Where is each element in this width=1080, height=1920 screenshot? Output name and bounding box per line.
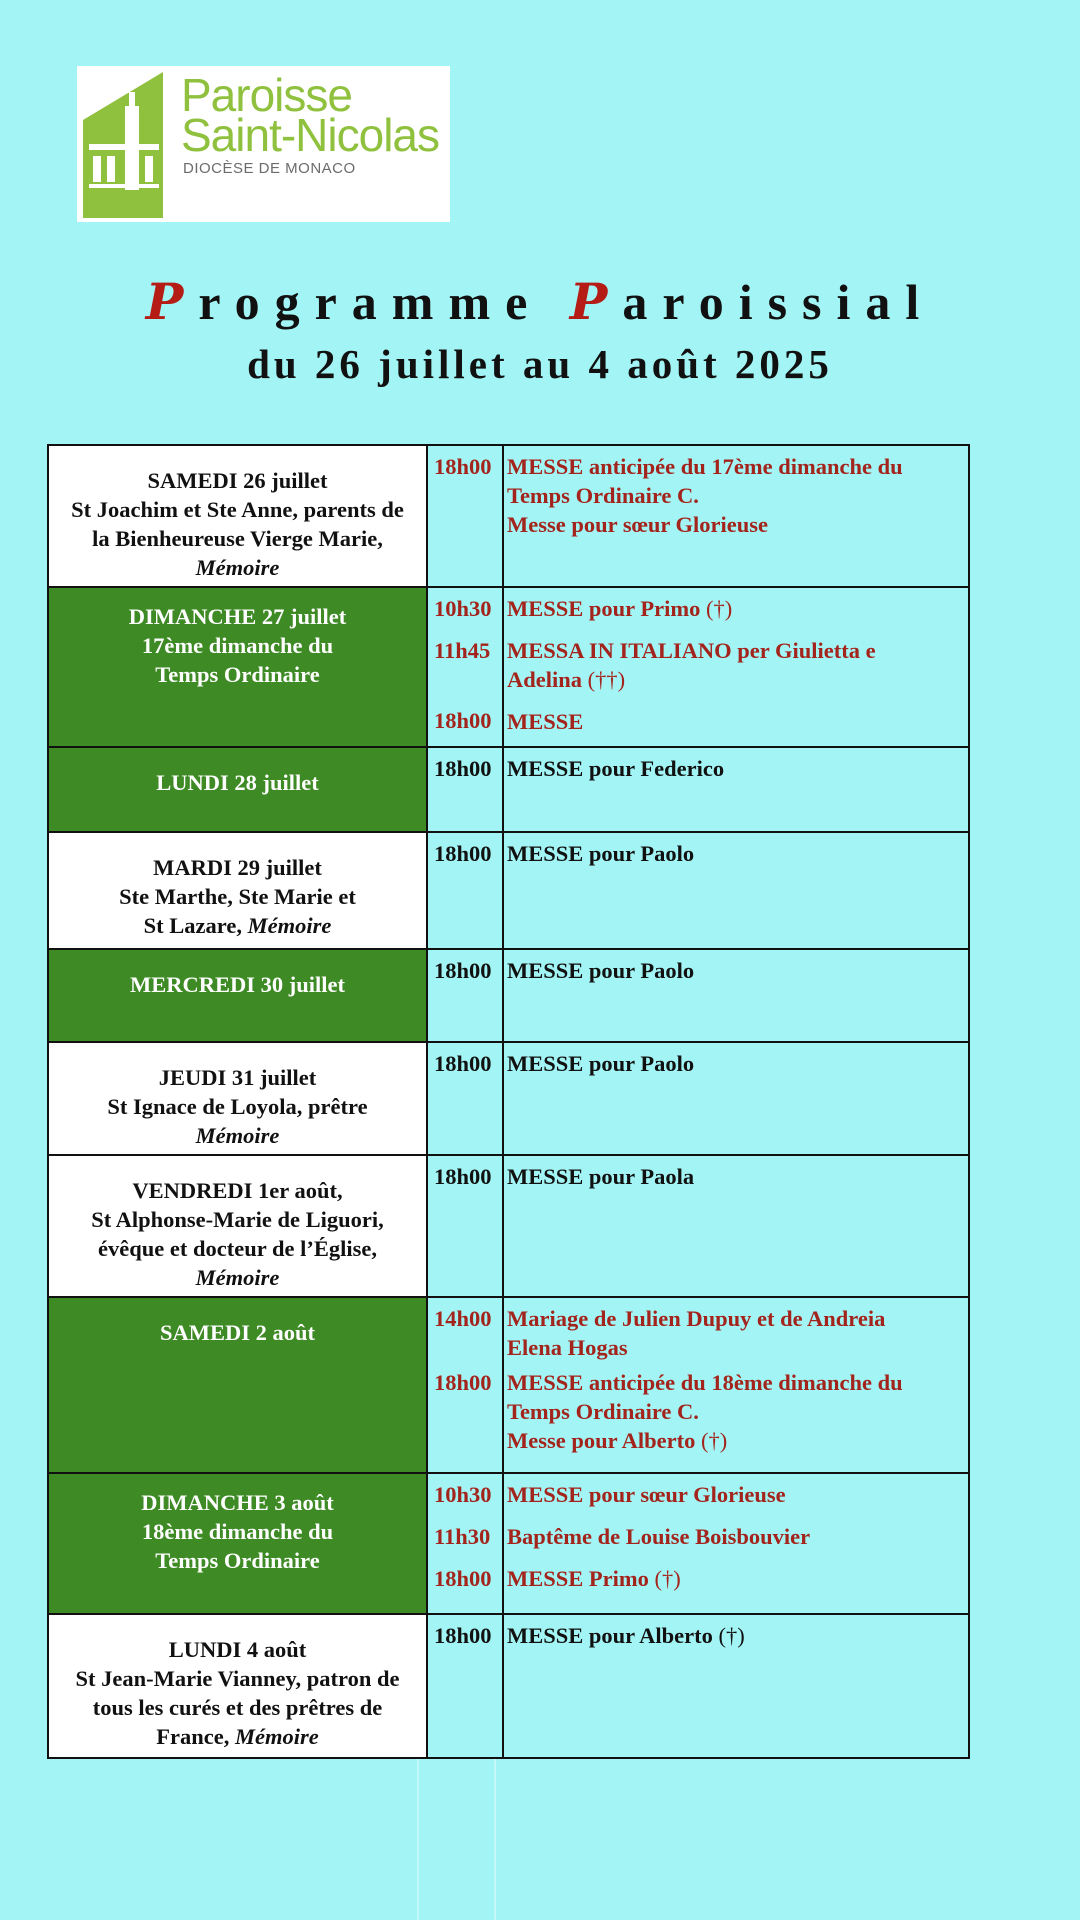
time-cell [427,445,503,587]
day-saint: St Lazare, Mémoire [143,913,332,938]
day-rank: Mémoire [195,1123,280,1148]
day-title: SAMEDI 2 août [159,1320,316,1345]
day-saint: St Joachim et Ste Anne, parents de [71,497,404,522]
day-cell [48,1297,427,1473]
day-rank: Mémoire [234,1724,319,1749]
table-row [48,445,969,587]
day-cell [48,1155,427,1297]
deceased-mark: (†) [718,1623,745,1648]
title-initial-1: P [145,272,199,331]
event-time: 18h00 [434,958,492,983]
event-time: 14h00 [434,1306,492,1331]
day-liturgy: Temps Ordinaire [155,662,320,687]
day-liturgy: 17ème dimanche du [141,633,334,658]
event-line: Baptême de Louise Boisbouvier [507,1524,811,1549]
day-title: VENDREDI 1er août, [132,1178,343,1203]
day-cell [48,1614,427,1758]
event-cell [503,1473,969,1614]
event-time: 18h00 [434,708,492,733]
event-time: 10h30 [434,596,492,621]
day-title: MARDI 29 juillet [153,855,322,880]
day-cell [48,832,427,949]
event-line: MESSE pour Primo (†) [507,596,733,621]
day-title: LUNDI 4 août [168,1637,307,1662]
day-cell [48,949,427,1042]
event-line: Elena Hogas [507,1335,628,1360]
logo-text-paroisse: Paroisse [181,69,352,121]
event-cell [503,587,969,747]
time-cell [427,1297,503,1473]
event-line: MESSE pour Paolo [507,958,695,983]
deceased-mark: (†) [654,1566,681,1591]
event-time: 18h00 [434,1566,492,1591]
event-cell [503,1042,969,1155]
event-line: MESSE pour Paolo [507,1051,695,1076]
title-word-2: aroissial [622,274,935,330]
day-title: DIMANCHE 3 août [141,1490,334,1515]
table-row [48,587,969,747]
day-cell [48,1473,427,1614]
event-line: MESSE pour Paola [507,1164,695,1189]
day-title: MERCREDI 30 juillet [130,972,345,997]
time-cell [427,1614,503,1758]
day-cell [48,445,427,587]
day-rank: Mémoire [195,1265,280,1290]
deceased-mark: (†) [705,596,733,621]
schedule-table [47,444,970,1759]
title-word-1: rogramme [198,274,543,330]
event-cell [503,949,969,1042]
day-saint: France, Mémoire [156,1724,319,1749]
deceased-mark: (††) [587,667,626,692]
day-title: SAMEDI 26 juillet [147,468,328,493]
day-cell [48,587,427,747]
event-line: MESSA IN ITALIANO per Giulietta e [507,638,876,663]
event-time: 18h00 [434,1164,492,1189]
event-line: Mariage de Julien Dupuy et de Andreia [507,1306,886,1331]
date-range: du 26 juillet au 4 août 2025 [247,341,833,387]
event-line: Messe pour Alberto (†) [507,1428,728,1453]
event-cell [503,1614,969,1758]
day-title: JEUDI 31 juillet [158,1065,317,1090]
parish-logo [77,66,450,222]
event-time: 11h45 [434,638,491,663]
church-tower-icon [83,72,177,218]
table-row [48,1042,969,1155]
logo-text-saint-nicolas: Saint-Nicolas [181,109,439,161]
table-row [48,1614,969,1758]
time-cell [427,747,503,832]
event-line: MESSE pour Alberto (†) [507,1623,745,1648]
day-liturgy: 18ème dimanche du [141,1519,334,1544]
event-cell [503,747,969,832]
event-time: 11h30 [434,1524,491,1549]
event-line: Adelina (††) [507,667,626,692]
table-row [48,747,969,832]
event-time: 18h00 [434,841,492,866]
day-saint: St Alphonse-Marie de Liguori, [91,1207,384,1232]
event-cell [503,445,969,587]
event-line: MESSE pour sœur Glorieuse [507,1482,786,1507]
time-cell [427,1042,503,1155]
event-cell [503,1155,969,1297]
deceased-mark: (†) [700,1428,728,1453]
table-row [48,1473,969,1614]
day-liturgy: Temps Ordinaire [155,1548,320,1573]
event-line: MESSE Primo (†) [507,1566,681,1591]
table-row [48,832,969,949]
grid-extension [47,1756,970,1920]
event-line: MESSE anticipée du 18ème dimanche du [507,1370,903,1395]
day-title: LUNDI 28 juillet [156,770,319,795]
event-line: Temps Ordinaire C. [507,483,699,508]
event-time: 18h00 [434,1370,492,1395]
title-initial-2: P [569,272,623,331]
event-time: 18h00 [434,1051,492,1076]
time-cell [427,949,503,1042]
event-time: 10h30 [434,1482,492,1507]
day-saint: tous les curés et des prêtres de [92,1695,383,1720]
event-line: MESSE [507,709,584,734]
event-line: MESSE anticipée du 17ème dimanche du [507,454,903,479]
table-row [48,949,969,1042]
day-title: DIMANCHE 27 juillet [128,604,347,629]
event-cell [503,1297,969,1473]
logo-text-diocese: DIOCÈSE DE MONACO [183,160,356,177]
day-rank: Mémoire [195,555,280,580]
table-row [48,1297,969,1473]
event-line: Messe pour sœur Glorieuse [507,512,769,537]
day-saint: St Ignace de Loyola, prêtre [107,1094,368,1119]
event-time: 18h00 [434,1623,492,1648]
day-saint: St Jean-Marie Vianney, patron de [75,1666,400,1691]
time-cell [427,832,503,949]
event-time: 18h00 [434,454,492,479]
day-rank: Mémoire [247,913,332,938]
day-saint: évêque et docteur de l’Église, [98,1236,377,1261]
time-cell [427,1155,503,1297]
event-cell [503,832,969,949]
page-title [0,272,1080,331]
time-cell [427,1473,503,1614]
event-time: 18h00 [434,756,492,781]
day-cell [48,1042,427,1155]
event-line: Temps Ordinaire C. [507,1399,699,1424]
event-line: MESSE pour Federico [507,756,725,781]
time-cell [427,587,503,747]
event-line: MESSE pour Paolo [507,841,695,866]
day-saint: Ste Marthe, Ste Marie et [119,884,356,909]
day-saint: la Bienheureuse Vierge Marie, [92,526,383,551]
day-cell [48,747,427,832]
table-row [48,1155,969,1297]
